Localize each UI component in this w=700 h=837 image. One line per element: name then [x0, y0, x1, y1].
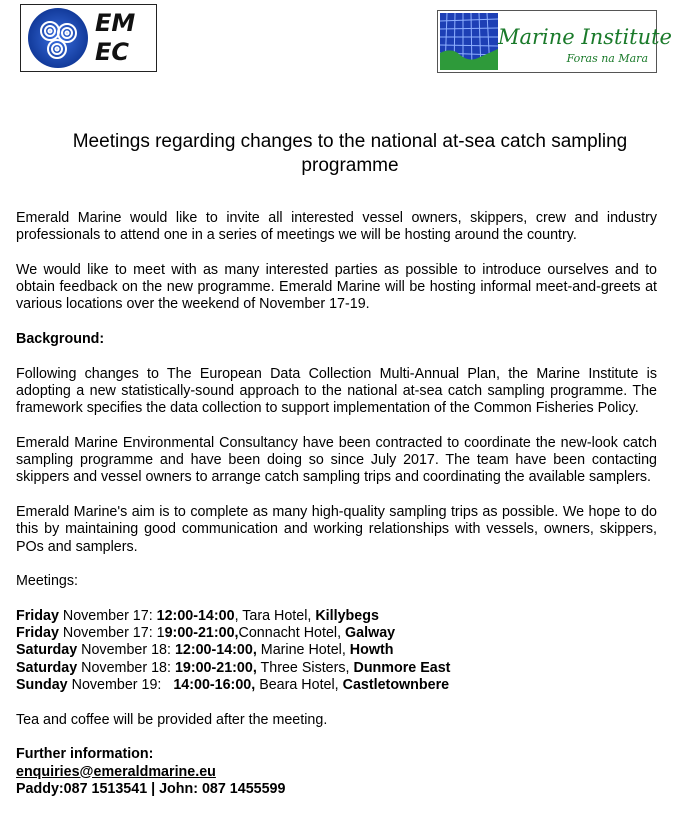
meeting-date: November 17: 1 [58, 625, 165, 642]
contracted-paragraph: Emerald Marine Environmental Consultancy have been contracted to coordinate the new-look catch sampling programme and have been doing so since July 2017. The team have been contacting skippers and vessel owners to arrange catch sampling trips and coordinating the available samplers. [16, 434, 657, 486]
meeting-time: 12:00-14:00, [174, 642, 257, 659]
meeting-venue: Tara Hotel, [242, 607, 316, 624]
further-info-heading: Further information: [16, 746, 154, 763]
document-body [16, 210, 657, 798]
meeting-day: Saturday [16, 642, 78, 659]
meeting-town: Howth [349, 642, 394, 659]
emec-line1: EM [95, 9, 136, 37]
meeting-item [16, 608, 657, 625]
page-title: Meetings regarding changes to the national at-sea catch sampling programme [72, 131, 628, 176]
background-paragraph: Following changes to The European Data Collection Multi-Annual Plan, the Marine Institute is adopting a new statistically-sound approach to the national at-sea catch sampling programme. The framework specifies the data collection to support implementation of the Common Fisheries Policy. [16, 365, 657, 417]
meetings-list [16, 608, 657, 694]
meeting-venue: Connacht Hotel, [238, 625, 346, 642]
triskele-icon [23, 7, 93, 69]
meeting-item [16, 660, 657, 677]
meeting-day: Saturday [16, 659, 78, 676]
meeting-town: Galway [345, 625, 396, 642]
aim-paragraph: Emerald Marine's aim is to complete as many high-quality sampling trips as possible. We hope to do this by maintaining good communication and working relationships with vessels, owners, skippers, POs and samplers. [16, 504, 657, 555]
meeting-day: Sunday [16, 677, 68, 694]
emec-line2: EC [95, 38, 130, 66]
meeting-town: Killybegs [315, 607, 379, 624]
grid-globe-icon [440, 13, 498, 70]
meeting-day: Friday [16, 625, 59, 642]
meeting-day: Friday [16, 607, 59, 624]
meetings-label: Meetings: [16, 573, 78, 590]
meeting-town: Castletownbere [342, 677, 450, 694]
meeting-date: November 17: [58, 607, 157, 624]
background-heading: Background: [16, 331, 105, 348]
meeting-date: November 18: [77, 659, 175, 676]
meeting-time: 19:00-21:00, [174, 659, 257, 676]
marine-institute-subtitle: Foras na Mara [566, 52, 648, 65]
intro-paragraph: Emerald Marine would like to invite all interested vessel owners, skippers, crew and industry professionals to attend one in a series of meetings we will be hosting around the country. [16, 210, 657, 244]
meeting-item [16, 625, 657, 642]
further-information [16, 746, 657, 798]
phone-numbers: Paddy:087 1513541 | John: 087 1455599 [16, 780, 286, 797]
meeting-date: November 19: [67, 677, 174, 694]
emec-wordmark [95, 9, 135, 67]
emec-logo [20, 4, 157, 72]
meeting-time: 12:00-14:00 [156, 607, 235, 624]
meeting-town: Dunmore East [353, 659, 451, 676]
meeting-venue: Three Sisters, [260, 659, 354, 676]
meeting-item [16, 642, 657, 659]
meeting-time: 9:00-21:00, [164, 625, 239, 642]
meeting-date: November 18: [77, 642, 175, 659]
meet-paragraph: We would like to meet with as many interested parties as possible to introduce ourselves and to obtain feedback on the new programme. Emerald Marine will be hosting informal meet-and-greets at various locations over the weekend of November 17-19. [16, 261, 657, 313]
meeting-venue: Marine Hotel, [260, 642, 350, 659]
tea-paragraph: Tea and coffee will be provided after the meeting. [16, 711, 328, 728]
email-link[interactable]: enquiries@emeraldmarine.eu [16, 763, 216, 780]
meeting-venue: Beara Hotel, [259, 677, 343, 694]
meeting-item [16, 677, 657, 694]
marine-institute-logo [437, 10, 672, 73]
meeting-time: 14:00-16:00, [173, 677, 256, 694]
marine-institute-name: Marine Institute [498, 25, 672, 49]
meeting-separator: , [234, 607, 243, 624]
